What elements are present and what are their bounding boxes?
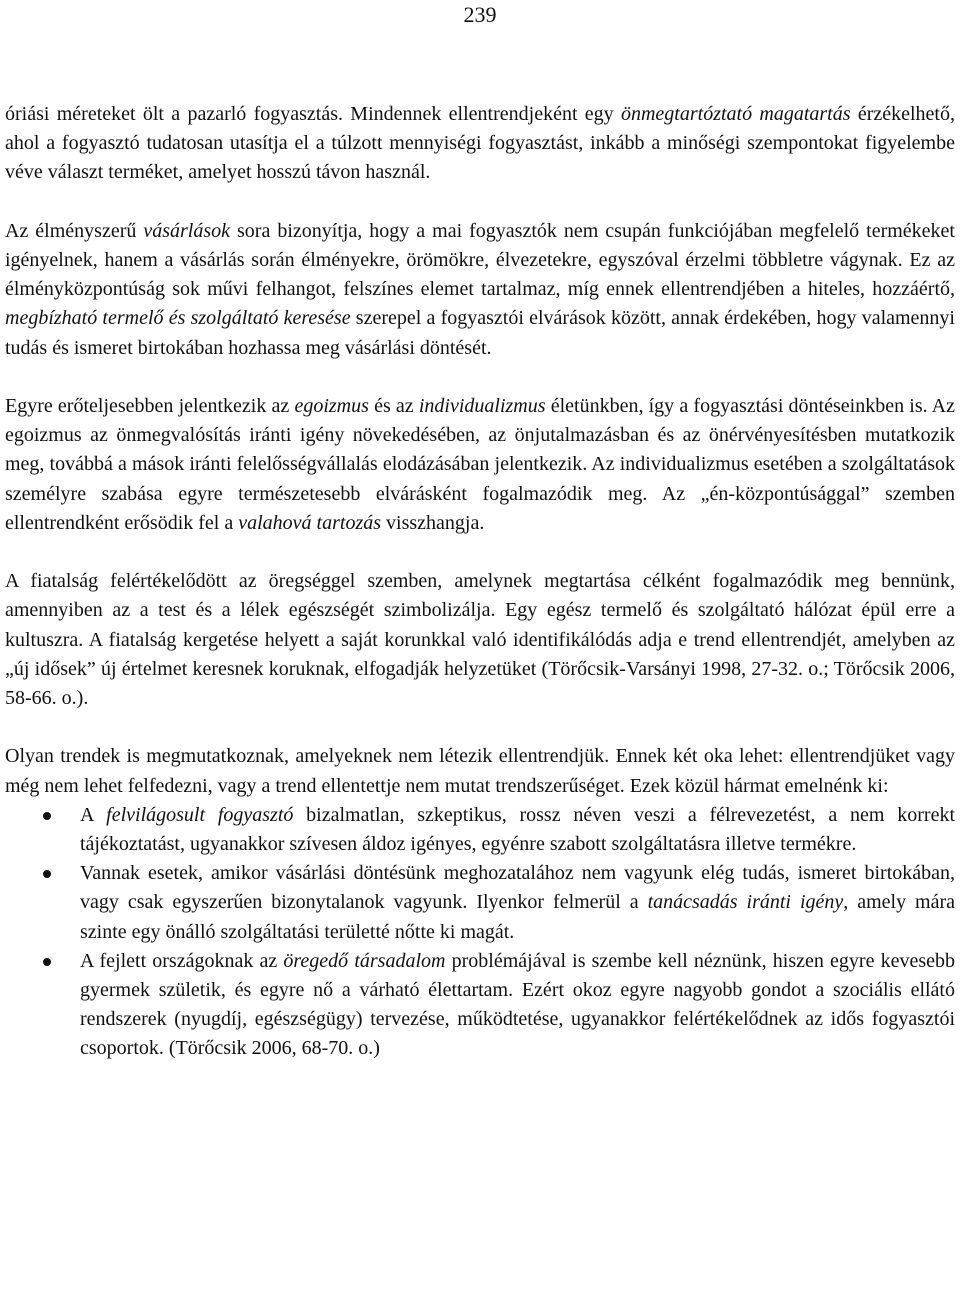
paragraph-list	[5, 100, 955, 801]
text-run: Vannak esetek, amikor vásárlási döntésünk meghozatalához nem vagyunk elég tudás, ismeret birtokában, vagy csak egyszerűen bizonytalanok vagyunk. Ilyenkor felmerül a	[80, 862, 955, 914]
text-run: Egyre erőteljesebben jelentkezik az	[5, 395, 295, 417]
text-run: sora bizonyítja, hogy a mai fogyasztók nem csupán funkciójában megfelelő termékeket igényelnek, hanem a vásárlás során élményekre, örömökre, élvezetekre, egyszóval érzelmi többletre vágynak. Ez az élményközpontúság sok művi felhangot, felszínes elemet tartalmaz, míg ennek ellentrendjében a hiteles, hozzáértő,	[5, 219, 955, 301]
bullet-item	[5, 859, 955, 947]
bullet-item	[5, 801, 955, 859]
paragraph	[5, 567, 955, 713]
italic-text: valahová tartozás	[238, 511, 382, 534]
italic-text: individualizmus	[418, 395, 546, 417]
text-run: A fiatalság felértékelődött az öregséggel szemben, amelynek megtartása célként fogalmazódik meg bennünk, amennyiben az a test és a lélek egészségét szimbolizálja. Egy egész termelő és szolgáltató hálózat épül erre a kultuszra. A fiatalság kergetése helyett a saját korunkkal való identifikálódás adja e trend ellentrendjét, amelyben az „új idősek” új értelmet keresnek koruknak, elfogadják helyzetüket (Törőcsik-Varsányi 1998, 27-32. o.; Törőcsik 2006, 58-66. o.).	[5, 570, 955, 710]
paragraph	[5, 742, 955, 800]
bullet-list	[5, 801, 955, 1064]
text-run: és az	[368, 395, 419, 417]
italic-text: tanácsadás iránti igény	[647, 891, 844, 914]
text-run: problémájával is szembe kell néznünk, hiszen egyre kevesebb gyermek születik, és egyre nő a várható élettartam. Ezért okoz egyre nagyobb gondot a szociális ellátó rendszerek (nyugdíj, egészségügy) tervezése, működtetése, ugyanakkor felértékelődnek az idős fogyasztói csoportok. (Törőcsik 2006, 68-70. o.)	[80, 949, 956, 1060]
text-run: , amely mára szinte egy önálló szolgáltatási területté nőtte ki magát.	[80, 891, 956, 943]
text-run: érzékelhető, ahol a fogyasztó tudatosan utasítja el a túlzott mennyiségi fogyasztást, inkább a minőségi szempontokat figyelembe véve választ terméket, amelyet hosszú távon használ.	[5, 103, 955, 184]
bullet-icon	[43, 812, 51, 820]
italic-text: egoizmus	[294, 395, 369, 417]
text-run: visszhangja.	[381, 511, 485, 534]
document-body	[5, 100, 955, 1064]
italic-text: vásárlások	[143, 219, 231, 242]
text-run: A	[80, 803, 107, 826]
text-run: Olyan trendek is megmutatkoznak, amelyeknek nem létezik ellentrendjük. Ennek két oka lehet: ellentrendjüket vagy még nem lehet felfedezni, vagy a trend ellentettje nem mutat trendszerűséget. Ezek közül hármat emelnénk ki:	[5, 745, 955, 797]
italic-text: felvilágosult fogyasztó	[106, 803, 294, 826]
italic-text: öregedő társadalom	[283, 949, 446, 972]
text-run: bizalmatlan, szkeptikus, rossz néven veszi a félrevezetést, a nem korrekt tájékoztatást, ugyanakkor szívesen áldoz igényes, egyénre szabott szolgáltatásra illetve termékre.	[80, 803, 955, 856]
text-run: A fejlett országoknak az	[80, 949, 284, 972]
text-run: Az élményszerű	[5, 219, 144, 242]
italic-text: megbízható termelő és szolgáltató keresése	[5, 307, 351, 330]
text-run: óriási méreteket ölt a pazarló fogyasztás. Mindennek ellentrendjeként egy	[5, 103, 621, 125]
paragraph	[5, 217, 955, 363]
text-run: szerepel a fogyasztói elvárások között, annak érdekében, hogy valamennyi tudás és ismeret birtokában hozhassa meg vásárlási döntését.	[5, 307, 955, 359]
bullet-icon	[43, 958, 51, 966]
bullet-icon	[43, 870, 51, 878]
paragraph	[5, 392, 955, 538]
bullet-item	[5, 947, 955, 1064]
paragraph	[5, 100, 955, 188]
page-number: 239	[463, 2, 497, 27]
text-run: életünkben, így a fogyasztási döntéseinkben is. Az egoizmus az önmegvalósítás iránti igény növekedésében, az önjutalmazásban és az önérvényesítésben mutatkozik meg, továbbá a mások iránti felelősségvállalás elodázásában jelentkezik. Az individualizmus esetében a szolgáltatások személyre szabása egyre természetesebb elvárásként fogalmazódik meg. Az „én-központúsággal” szemben ellentrendként erősödik fel a	[5, 395, 955, 534]
italic-text: önmegtartóztató magatartás	[620, 103, 851, 125]
